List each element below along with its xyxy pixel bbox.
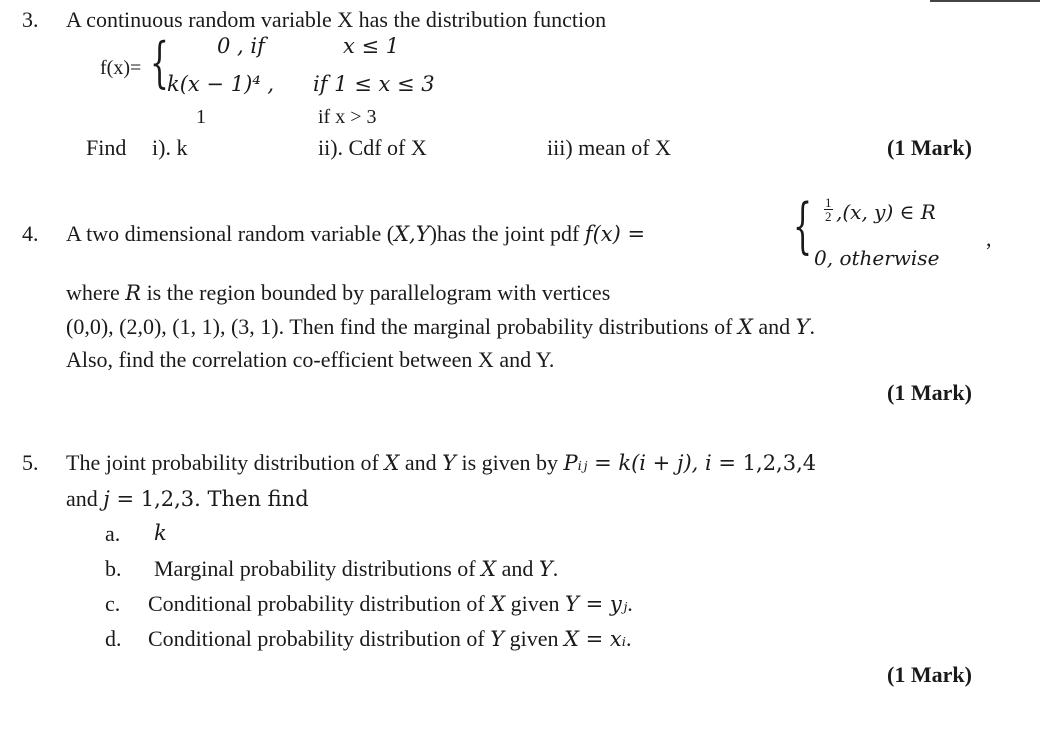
q4-case1: ,(x, y) ∈ R bbox=[836, 200, 936, 224]
q4-fraction bbox=[824, 196, 833, 223]
q3-brace: { bbox=[150, 31, 169, 94]
q4-line3-a: (0,0), (2,0), (1, 1), (3, 1). Then find the marginal probability distributions of bbox=[66, 314, 738, 339]
q4-line2-b: is the region bounded by parallelogram with vertices bbox=[141, 280, 611, 305]
q5-b-text-a: Marginal probability distributions of bbox=[154, 556, 482, 581]
q4-line2-a: where bbox=[66, 280, 126, 305]
q5-c-text bbox=[148, 593, 633, 615]
q3-row3-value: 1 bbox=[196, 106, 206, 128]
q5-b-x: X bbox=[481, 557, 497, 581]
q5-c-label: c. bbox=[105, 591, 121, 616]
q5-c-given: given bbox=[505, 591, 566, 616]
q5-pij: Pᵢⱼ = k(i + j), i bbox=[563, 451, 712, 475]
q5-d-text bbox=[148, 628, 631, 650]
q5-y: Y bbox=[442, 451, 456, 475]
q4-number: 4. bbox=[22, 221, 39, 246]
q5-b-y: Y bbox=[538, 557, 553, 581]
q3-f-label: f(x)= bbox=[100, 57, 142, 79]
q4-line1 bbox=[66, 223, 645, 245]
q4-brace: { bbox=[793, 191, 813, 261]
q5-a-text: k bbox=[154, 521, 167, 545]
q3-row1-value: 0 , if bbox=[217, 34, 265, 58]
q5-line1 bbox=[66, 452, 816, 474]
q5-d-text-a: Conditional probability distribution of bbox=[148, 626, 491, 651]
q5-b-and: and bbox=[496, 556, 539, 581]
q3-row2-condition: if 1 ≤ x ≤ 3 bbox=[313, 72, 435, 96]
q5-line2-j: j bbox=[103, 487, 110, 511]
q5-line2-a: and bbox=[66, 486, 104, 511]
q4-text-b: )has the joint pdf bbox=[429, 221, 585, 246]
q3-row2-value: k(x − 1)⁴ , bbox=[167, 72, 275, 96]
q5-c-x: X bbox=[490, 592, 506, 616]
q4-trailing-comma: , bbox=[986, 226, 992, 251]
q5-d-label: d. bbox=[105, 626, 122, 651]
q5-number: 5. bbox=[22, 450, 39, 475]
q5-x: X bbox=[384, 451, 400, 475]
q5-d-eq: X = xᵢ bbox=[563, 627, 626, 651]
q4-frac-den: 2 bbox=[825, 209, 832, 224]
q5-b-end: . bbox=[552, 556, 559, 581]
q5-c-eq: Y = yⱼ bbox=[565, 592, 628, 616]
q5-d-y: Y bbox=[490, 627, 505, 651]
top-rule bbox=[930, 0, 1040, 2]
q3-part-ii: ii). Cdf of X bbox=[318, 135, 427, 160]
q5-eq: = 1,2,3,4 bbox=[711, 451, 817, 475]
q5-a-label: a. bbox=[105, 521, 121, 546]
q4-line3-x: X bbox=[737, 315, 753, 339]
q3-part-i: i). k bbox=[152, 135, 188, 160]
q5-text-a: The joint probability distribution of bbox=[66, 450, 385, 475]
q5-b-text bbox=[154, 558, 558, 580]
q4-line2-r: R bbox=[125, 281, 142, 305]
q3-row3-condition: if x > 3 bbox=[318, 106, 377, 128]
q4-frac-num: 1 bbox=[825, 195, 832, 210]
q5-line2-b: = 1,2,3. Then find bbox=[109, 487, 309, 511]
q4-fx: f(x) = bbox=[584, 222, 646, 246]
q5-and: and bbox=[399, 450, 443, 475]
q4-case2: 0, otherwise bbox=[814, 246, 940, 270]
q5-d-end: . bbox=[625, 626, 632, 651]
q5-line2 bbox=[66, 488, 309, 510]
q4-line3-end: . bbox=[809, 314, 815, 339]
q4-marks: (1 Mark) bbox=[887, 380, 972, 405]
q4-xy: X,Y bbox=[394, 222, 430, 246]
q3-number: 3. bbox=[22, 7, 39, 32]
q3-row1-condition: x ≤ 1 bbox=[343, 34, 400, 58]
q3-text: A continuous random variable X has the distribution function bbox=[66, 7, 607, 32]
q4-line3-and: and bbox=[752, 314, 796, 339]
q5-b-label: b. bbox=[105, 556, 122, 581]
q5-c-end: . bbox=[627, 591, 633, 616]
q5-marks: (1 Mark) bbox=[887, 662, 972, 687]
q3-marks: (1 Mark) bbox=[887, 135, 972, 160]
q4-line2 bbox=[66, 282, 610, 304]
q5-text-b: is given by bbox=[455, 450, 564, 475]
q4-line3-y: Y bbox=[795, 315, 810, 339]
q4-line3 bbox=[66, 316, 815, 338]
q3-find-label: Find bbox=[86, 135, 127, 160]
q4-text-a: A two dimensional random variable ( bbox=[66, 221, 395, 246]
q5-c-text-a: Conditional probability distribution of bbox=[148, 591, 491, 616]
q5-d-given: given bbox=[504, 626, 564, 651]
q3-part-iii: iii) mean of X bbox=[547, 135, 672, 160]
q4-line4: Also, find the correlation co-efficient between X and Y. bbox=[66, 347, 555, 372]
